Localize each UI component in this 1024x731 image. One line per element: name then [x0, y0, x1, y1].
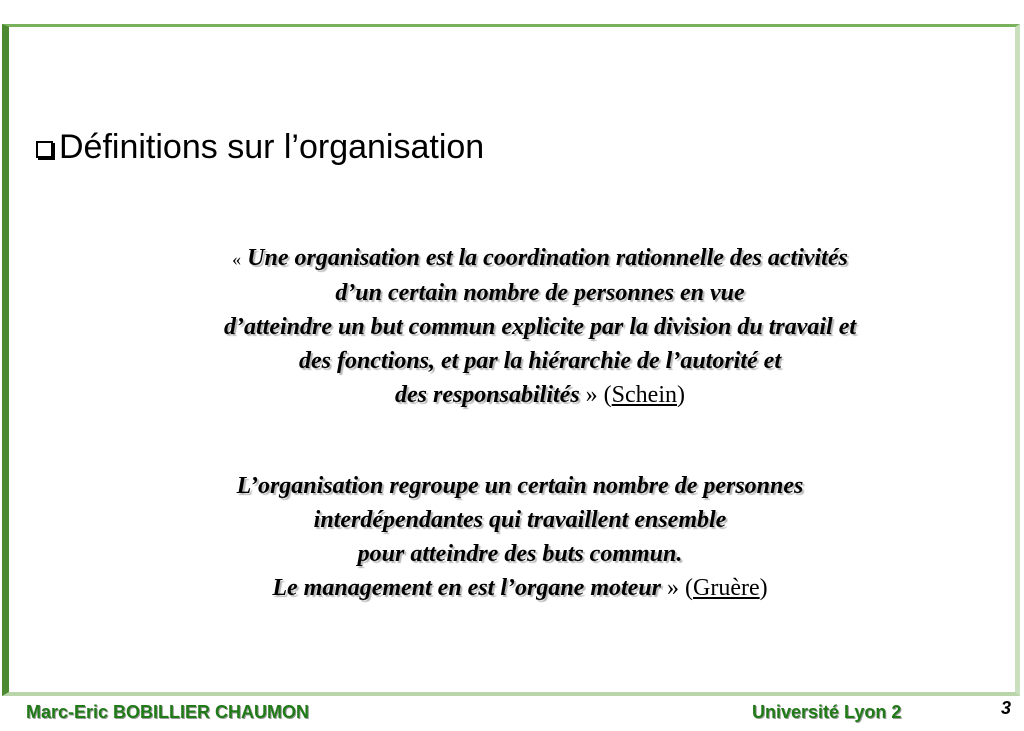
- slide-title: [36, 128, 484, 167]
- quote-line: [90, 378, 990, 412]
- quote-line: [70, 469, 970, 503]
- quote-text: L’organisation regroupe un certain nombre de personnes: [236, 473, 804, 499]
- footer-institution: Université Lyon 2: [752, 702, 902, 722]
- quote-line: [90, 276, 990, 310]
- quote-text: d’un certain nombre de personnes en vue: [335, 280, 745, 306]
- page-number: 3: [1001, 698, 1012, 718]
- checkbox-bullet-icon: [36, 141, 53, 158]
- quote-schein: [90, 241, 990, 412]
- open-paren: (: [685, 575, 694, 601]
- quote-line: [90, 241, 990, 276]
- slide-title-text: Définitions sur l’organisation: [59, 128, 485, 166]
- quote-text: interdépendantes qui travaillent ensemble: [313, 507, 727, 533]
- quote-text: Une organisation est la coordination rationnelle des activités: [247, 245, 848, 271]
- quote-text: Le management en est l’organe moteur: [272, 575, 662, 601]
- quote-line: [90, 310, 990, 344]
- quote-line: [90, 344, 990, 378]
- open-quote-mark: «: [232, 249, 242, 269]
- quote-text: des fonctions, et par la hiérarchie de l’autorité et: [299, 348, 781, 374]
- close-quote-mark: »: [667, 575, 680, 601]
- author-link-gruere[interactable]: Gruère: [693, 575, 760, 601]
- quote-line: [70, 571, 970, 605]
- quote-gruere: [70, 469, 970, 605]
- footer-author: Marc-Eric BOBILLIER CHAUMON: [26, 702, 310, 722]
- quote-text: des responsabilités: [394, 382, 580, 408]
- close-paren: ): [759, 575, 768, 601]
- quote-text: pour atteindre des buts commun.: [357, 541, 683, 567]
- author-link-schein[interactable]: Schein: [611, 382, 677, 408]
- quote-line: [70, 537, 970, 571]
- quote-text: d’atteindre un but commun explicite par la division du travail et: [223, 314, 857, 340]
- open-paren: (: [603, 382, 612, 408]
- close-paren: ): [677, 382, 685, 408]
- quote-line: [70, 503, 970, 537]
- close-quote-mark: »: [585, 382, 598, 408]
